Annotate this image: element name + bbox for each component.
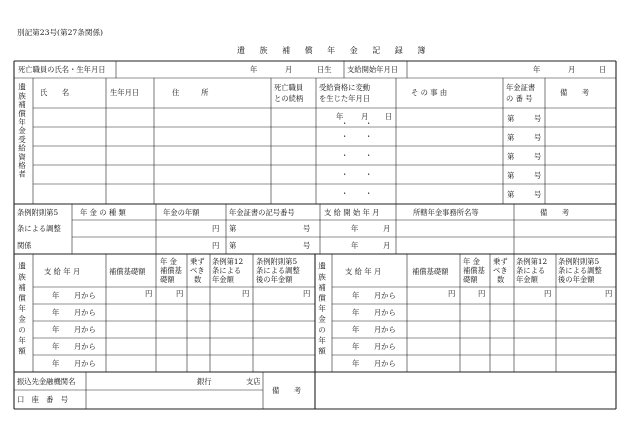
annual-row-r: 年 月から [352,342,396,351]
annual-yen: 円 [242,289,250,298]
dot: ・ [341,119,349,128]
recipients-vertical-label: 遺族補償年金受給資格者 [17,83,27,179]
pension-yen: 円 [212,241,220,250]
pension-go: 号 [303,224,311,233]
annual-vertical-label-right: 遺族補償年金の年額 [317,262,327,358]
pension-article-3: 関係 [17,241,32,250]
annual-row-r: 年 月から [352,359,396,368]
h-annual-base: 補償基礎額 [109,267,146,276]
annual-row-r: 年 月から [352,325,396,334]
bank-suffix: 銀行 [197,377,212,386]
account-label: 口 座 番 号 [17,395,69,404]
annual-row: 年 月から [52,308,96,317]
dot: ・ [341,189,349,198]
birth-year: 年 [250,65,258,74]
dot: ・ [365,119,373,128]
cert-dai: 第 [507,114,515,123]
h-annual-art5-3-r: 後の年金額 [558,275,595,284]
birth-month: 月 [285,65,293,74]
h-annual-ym: 支 給 年 月 [44,267,81,276]
cert-dai: 第 [507,171,515,180]
annual-row-r: 年 月から [352,308,396,317]
annual-row: 年 月から [52,342,96,351]
change-day: 日 [385,112,393,121]
h-annual-base2-1-r: 年 金 [463,257,480,266]
cert-dai: 第 [507,190,515,199]
h-annual-art12-3: 年金額 [212,275,234,284]
form-number: 別記第23号(第27条関係) [17,28,103,37]
h-annual-ym-r: 支 給 年 月 [345,267,382,276]
pension-dai: 第 [229,224,237,233]
h-annual-base-r: 補償基礎額 [412,267,449,276]
h-pension-amount: 年金の年額 [163,208,200,217]
h-annual-base2-1: 年 金 [160,257,177,266]
page-title: 遺 族 補 償 年 金 記 録 簿 [237,46,432,55]
annual-row-r: 年 月から [352,291,396,300]
h-annual-base2-3: 礎額 [160,275,175,284]
annual-yen: 円 [303,289,311,298]
h-annual-base2-2-r: 補償基 [463,266,485,275]
h-note: 備 考 [560,88,590,97]
cert-go: 号 [534,190,542,199]
dot: ・ [365,170,373,179]
change-year: 年 [336,112,344,121]
bank-label: 振込先金融機関名 [17,377,76,386]
annual-row: 年 月から [52,291,96,300]
cert-dai: 第 [507,133,515,142]
dot: ・ [341,132,349,141]
pension-year: 年 [351,224,359,233]
h-annual-base2-2: 補償基 [160,266,182,275]
h-address: 住 所 [172,88,209,97]
annual-yen-r: 円 [544,289,552,298]
start-day: 日 [599,65,607,74]
h-annual-mult-3: 数 [194,275,202,284]
h-cert-2: の 番 号 [506,94,533,103]
annual-yen-r: 円 [478,289,486,298]
birth-day: 日生 [317,65,332,74]
h-annual-mult-1-r: 乗ず [493,257,508,266]
pension-article-1: 条例附則第5 [17,208,59,217]
annual-yen-r: 円 [448,289,456,298]
start-month: 月 [568,65,576,74]
pension-article-2: 条による調整 [17,224,61,233]
pension-yen: 円 [212,224,220,233]
h-annual-mult-1: 乗ず [190,257,205,266]
cert-dai: 第 [507,152,515,161]
branch-suffix: 支店 [246,377,261,386]
h-name: 氏 名 [40,88,70,97]
h-change-1: 受給資格に変動 [319,83,371,92]
cert-go: 号 [534,114,542,123]
h-annual-art5-2-r: 条による調整 [558,266,602,275]
dot: ・ [365,132,373,141]
h-annual-art12-3-r: 年金額 [516,275,538,284]
h-change-2: を生じた年月日 [319,94,371,103]
h-annual-art12-1: 条例第12 [212,257,244,266]
annual-yen: 円 [145,289,153,298]
h-pension-type: 年 金 の 種 類 [80,208,126,217]
h-annual-art5-1-r: 条例附則第5 [558,257,600,266]
pension-go: 号 [303,241,311,250]
deceased-label: 死亡職員の氏名・生年月日 [18,65,106,74]
h-annual-mult-3-r: 数 [497,275,505,284]
annual-vertical-label-left: 遺族補償年金の年額 [17,262,27,358]
annual-row: 年 月から [52,325,96,334]
h-cert-1: 年金証書 [506,83,536,92]
h-annual-base2-3-r: 礎額 [463,275,478,284]
cert-go: 号 [534,171,542,180]
footer-note-label: 備 考 [272,386,302,395]
annual-yen-r: 円 [605,289,613,298]
annual-yen: 円 [176,289,184,298]
h-relation-1: 死亡職員 [274,83,304,92]
cert-go: 号 [534,152,542,161]
pension-month: 月 [383,241,391,250]
cert-go: 号 [534,133,542,142]
h-birth: 生年月日 [110,88,140,97]
dot: ・ [365,189,373,198]
pension-year: 年 [351,241,359,250]
h-annual-art5-2: 条による調整 [256,266,300,275]
h-annual-art12-1-r: 条例第12 [516,257,548,266]
dot: ・ [341,151,349,160]
pension-month: 月 [383,224,391,233]
pension-dai: 第 [229,241,237,250]
h-reason: そ の 事 由 [411,88,448,97]
h-annual-mult-2-r: べき [493,266,508,275]
h-pension-cert: 年金証書の記号番号 [229,208,295,217]
annual-row: 年 月から [52,359,96,368]
start-date-label: 支給開始年月日 [347,65,399,74]
change-month: 月 [361,112,369,121]
h-annual-mult-2: べき [190,266,205,275]
h-annual-art5-3: 後の年金額 [256,275,293,284]
h-pension-start: 支 給 開 始 年 月 [324,208,380,217]
start-year: 年 [533,65,541,74]
h-pension-note: 備 考 [540,208,570,217]
h-annual-art12-2-r: 条による [516,266,546,275]
h-pension-office: 所轄年金事務所名等 [413,208,479,217]
h-annual-art12-2: 条による [212,266,242,275]
h-annual-art5-1: 条例附則第5 [256,257,298,266]
dot: ・ [341,170,349,179]
dot: ・ [365,151,373,160]
h-relation-2: との続柄 [274,94,304,103]
